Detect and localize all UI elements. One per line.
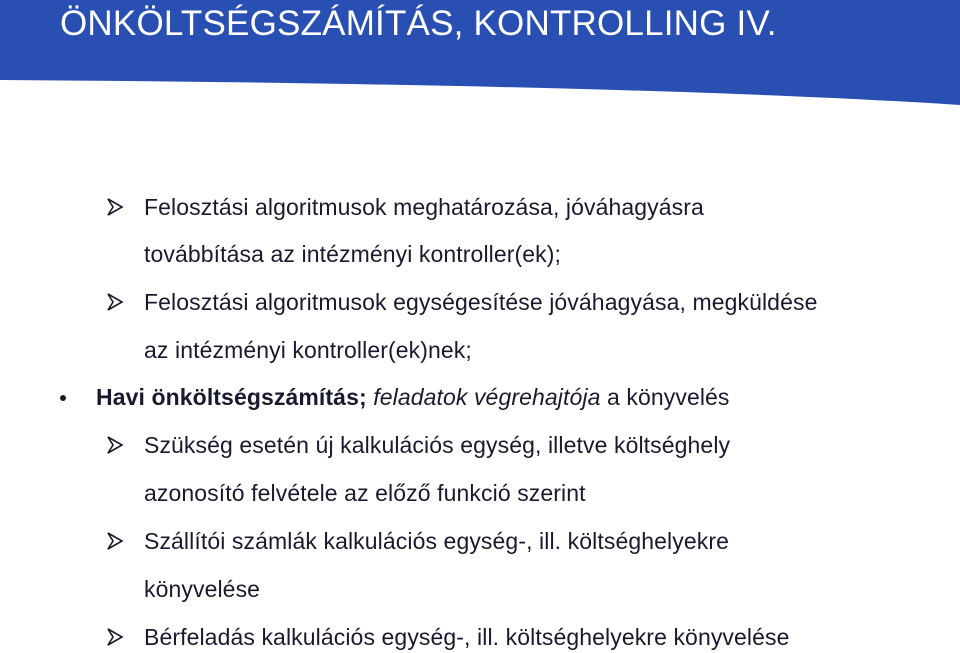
arrow-bullet-icon: [106, 292, 124, 312]
list-item-line: Bérfeladás kalkulációs egység-, ill. költséghelyekre könyvelése: [144, 624, 790, 650]
list-item-line: Felosztási algoritmusok meghatározása, jóváhagyásra: [144, 194, 704, 220]
dot-bullet-icon: [60, 395, 66, 401]
arrow-bullet-icon: [106, 627, 124, 647]
list-item-line: [96, 382, 730, 412]
list-item-line: Szükség esetén új kalkulációs egység, illetve költséghely: [144, 432, 731, 458]
list-item-line: könyvelése: [144, 576, 261, 602]
slide-header: [0, 0, 960, 112]
list-item-line: Felosztási algoritmusok egységesítése jóváhagyása, megküldése: [144, 289, 818, 315]
list-item-line: Szállítói számlák kalkulációs egység-, ill. költséghelyekre: [144, 528, 729, 554]
list-item-line: azonosító felvétele az előző funkció szerint: [144, 480, 586, 506]
plain-phrase: a könyvelés: [600, 384, 730, 410]
bold-phrase: Havi önköltségszámítás;: [96, 384, 367, 410]
list-item-line: az intézményi kontroller(ek)nek;: [144, 337, 472, 363]
arrow-bullet-icon: [106, 531, 124, 551]
list-item-line: továbbítása az intézményi kontroller(ek);: [144, 241, 562, 267]
italic-phrase: feladatok végrehajtója: [366, 384, 601, 410]
arrow-bullet-icon: [106, 435, 124, 455]
slide-title: ÖNKÖLTSÉGSZÁMÍTÁS, KONTROLLING IV.: [60, 4, 777, 43]
arrow-bullet-icon: [106, 197, 124, 217]
